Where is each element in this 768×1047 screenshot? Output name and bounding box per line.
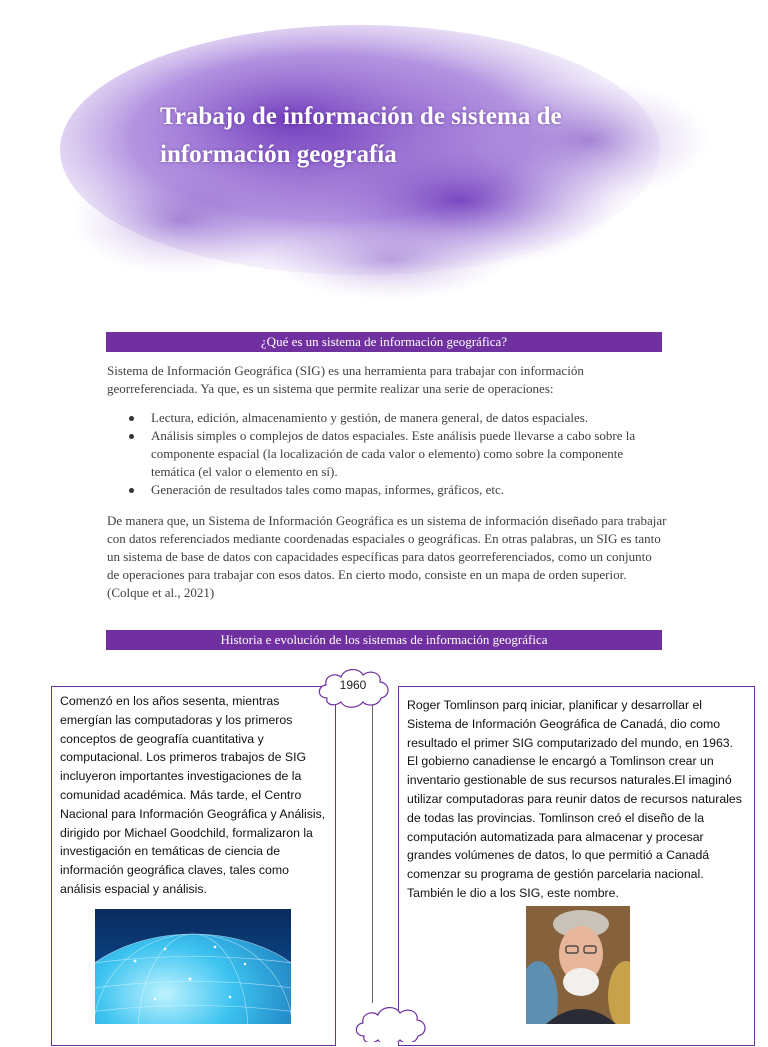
section-heading-what-is: ¿Qué es un sistema de información geográfica? — [106, 332, 662, 352]
next-year-cloud — [350, 1002, 434, 1042]
year-label: 1960 — [339, 678, 367, 692]
bullet-icon — [129, 488, 134, 493]
page-title: Trabajo de información de sistema de información geografía — [160, 103, 562, 168]
bullet-icon — [129, 434, 134, 439]
list-item — [127, 409, 667, 427]
cloud-icon — [350, 1002, 434, 1042]
year-cloud — [313, 664, 393, 710]
list-item-text: Generación de resultados tales como mapas, informes, gráficos, etc. — [151, 482, 505, 497]
list-item — [127, 427, 667, 481]
conclusion-paragraph: De manera que, un Sistema de Información Geográfica es un sistema de información diseñado para trabajar con datos referenciados mediante coordenadas espaciales o geográficas. En otras palabras, un SIG es tanto un sistema de base de datos con capacidades específicas para datos georreferenciados, como un conjunto de operaciones para trabajar con esos datos. En cierto modo, consiste en un mapa de orden superior. (Colque et al., 2021) — [107, 513, 667, 600]
tomlinson-portrait — [526, 906, 630, 1024]
globe-network-image — [95, 909, 291, 1024]
section-heading-history: Historia e evolución de los sistemas de información geográfica — [106, 630, 662, 650]
list-item — [127, 481, 667, 499]
intro-paragraph: Sistema de Información Geográfica (SIG) es una herramienta para trabajar con información georreferenciada. Ya que, es un sistema que permite realizar una serie de operaciones: — [107, 363, 584, 396]
timeline-line — [372, 703, 373, 1003]
history-left-text: Comenzó en los años sesenta, mientras emergían las computadoras y los primeros conceptos de geografía cuantitativa y computacional. Los primeros trabajos de SIG incluyeron importantes investigaciones de la comunidad académica. Más tarde, el Centro Nacional para Información Geográfica y Análisis, dirigido por Michael Goodchild, formalizaron la investigación en temáticas de ciencia de información geográfica claves, tales como análisis espacial y análisis. — [60, 694, 326, 896]
history-right-text: Roger Tomlinson parq iniciar, planificar y desarrollar el Sistema de Información Geográfica de Canadá, dio como resultado el primer SIG computarizado del mundo, en 1963. El gobierno canadiense le encargó a Tomlinson crear un inventario gestionable de sus recursos naturales.El imaginó utilizar computadoras para reunir datos de recursos naturales de todas las provincias. Tomlinson creó el diseño de la computación automatizada para almacenar y procesar grandes volúmenes de datos, lo que permitió a Canadá comenzar su programa de gestión parcelaria nacional. También le dio a los SIG, este nombre. — [407, 698, 742, 900]
operations-list — [127, 409, 667, 499]
list-item-text: Lectura, edición, almacenamiento y gestión, de manera general, de datos espaciales. — [151, 410, 589, 425]
bullet-icon — [129, 416, 134, 421]
list-item-text: Análisis simples o complejos de datos espaciales. Este análisis puede llevarse a cabo sobre la componente espacial (la localización de cada valor o elemento) como sobre la componente temática (el valor o elemento en sí). — [151, 428, 636, 479]
